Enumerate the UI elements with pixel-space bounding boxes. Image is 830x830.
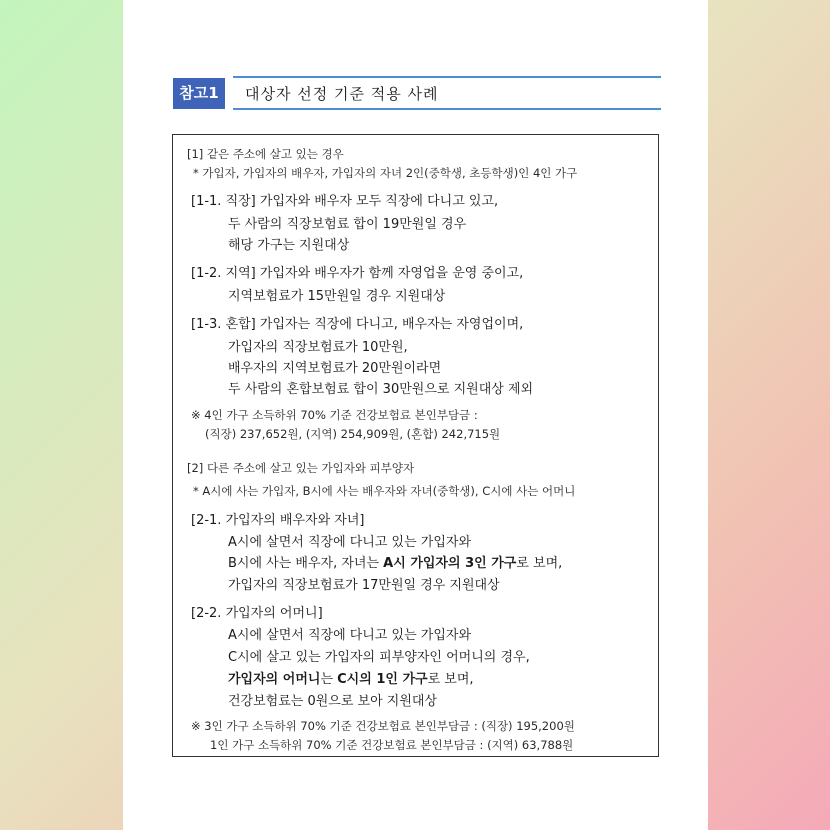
case-2-1-line-1: A시에 살면서 직장에 다니고 있는 가입자와 bbox=[228, 535, 472, 550]
section2-heading: [2] 다른 주소에 살고 있는 가입자와 피부양자 bbox=[187, 461, 415, 475]
case-1-3-line-4: 두 사람의 혼합보험료 합이 30만원으로 지원대상 제외 bbox=[228, 382, 534, 397]
case-1-3-line-3: 배우자의 지역보험료가 20만원이라면 bbox=[228, 361, 442, 376]
case-2-2-emphasis-2: C시의 1인 가구 bbox=[337, 672, 428, 687]
section1-heading: [1] 같은 주소에 살고 있는 경우 bbox=[187, 147, 344, 161]
case-2-1-title: [2-1. 가입자의 배우자와 자녀] bbox=[191, 513, 365, 528]
examples-box bbox=[172, 134, 659, 757]
section1-note-line-2: (직장) 237,652원, (지역) 254,909원, (혼합) 242,715원 bbox=[205, 427, 501, 441]
case-2-2-line-4: 건강보험료는 0원으로 보아 지원대상 bbox=[228, 694, 438, 709]
section2-desc: * A시에 사는 가입자, B시에 사는 배우자와 자녀(중학생), C시에 사는 어머니 bbox=[193, 484, 576, 498]
case-2-1-line-2-c: 로 보며, bbox=[516, 556, 563, 571]
case-2-1-line-3: 가입자의 직장보험료가 17만원일 경우 지원대상 bbox=[228, 578, 500, 593]
case-1-3-line-2: 가입자의 직장보험료가 10만원, bbox=[228, 340, 408, 355]
section1-desc: * 가입자, 가입자의 배우자, 가입자의 자녀 2인(중학생, 초등학생)인 4인 가구 bbox=[193, 166, 578, 180]
header-bottom-rule bbox=[233, 108, 661, 110]
case-1-1-line-2: 두 사람의 직장보험료 합이 19만원일 경우 bbox=[228, 217, 467, 232]
section-header bbox=[173, 75, 661, 111]
header-top-rule bbox=[233, 76, 661, 78]
case-1-2-line-1: [1-2. 지역] 가입자와 배우자가 함께 자영업을 운영 중이고, bbox=[191, 266, 524, 281]
case-2-2-line-3-b: 는 bbox=[320, 672, 338, 687]
section2-note-line-2: 1인 가구 소득하위 70% 기준 건강보험료 본인부담금 : (지역) 63,788원 bbox=[210, 738, 574, 752]
case-1-2-line-2: 지역보험료가 15만원일 경우 지원대상 bbox=[228, 289, 446, 304]
reference-tag: 참고1 bbox=[173, 78, 225, 109]
header-title: 대상자 선정 기준 적용 사례 bbox=[245, 85, 439, 103]
case-2-2-line-1: A시에 살면서 직장에 다니고 있는 가입자와 bbox=[228, 628, 472, 643]
case-2-1-line-2-a: B시에 사는 배우자, 자녀는 bbox=[228, 556, 384, 571]
case-2-2-line-3-d: 로 보며, bbox=[427, 672, 474, 687]
case-2-1-line-2 bbox=[228, 552, 562, 571]
case-1-3-line-1: [1-3. 혼합] 가입자는 직장에 다니고, 배우자는 자영업이며, bbox=[191, 317, 524, 332]
case-2-2-title: [2-2. 가입자의 어머니] bbox=[191, 606, 323, 621]
case-1-1-line-1: [1-1. 직장] 가입자와 배우자 모두 직장에 다니고 있고, bbox=[191, 194, 499, 209]
section1-note-line-1: ※ 4인 가구 소득하위 70% 기준 건강보험료 본인부담금 : bbox=[191, 408, 478, 422]
section2-note-line-1: ※ 3인 가구 소득하위 70% 기준 건강보험료 본인부담금 : (직장) 195,200원 bbox=[191, 719, 575, 733]
case-2-1-emphasis: A시 가입자의 3인 가구 bbox=[383, 556, 517, 571]
case-2-2-line-2: C시에 살고 있는 가입자의 피부양자인 어머니의 경우, bbox=[228, 650, 530, 665]
case-2-2-emphasis-1: 가입자의 어머니 bbox=[228, 672, 321, 687]
document-page bbox=[123, 0, 708, 830]
case-1-1-line-3: 해당 가구는 지원대상 bbox=[228, 238, 350, 253]
case-2-2-line-3 bbox=[228, 668, 474, 687]
